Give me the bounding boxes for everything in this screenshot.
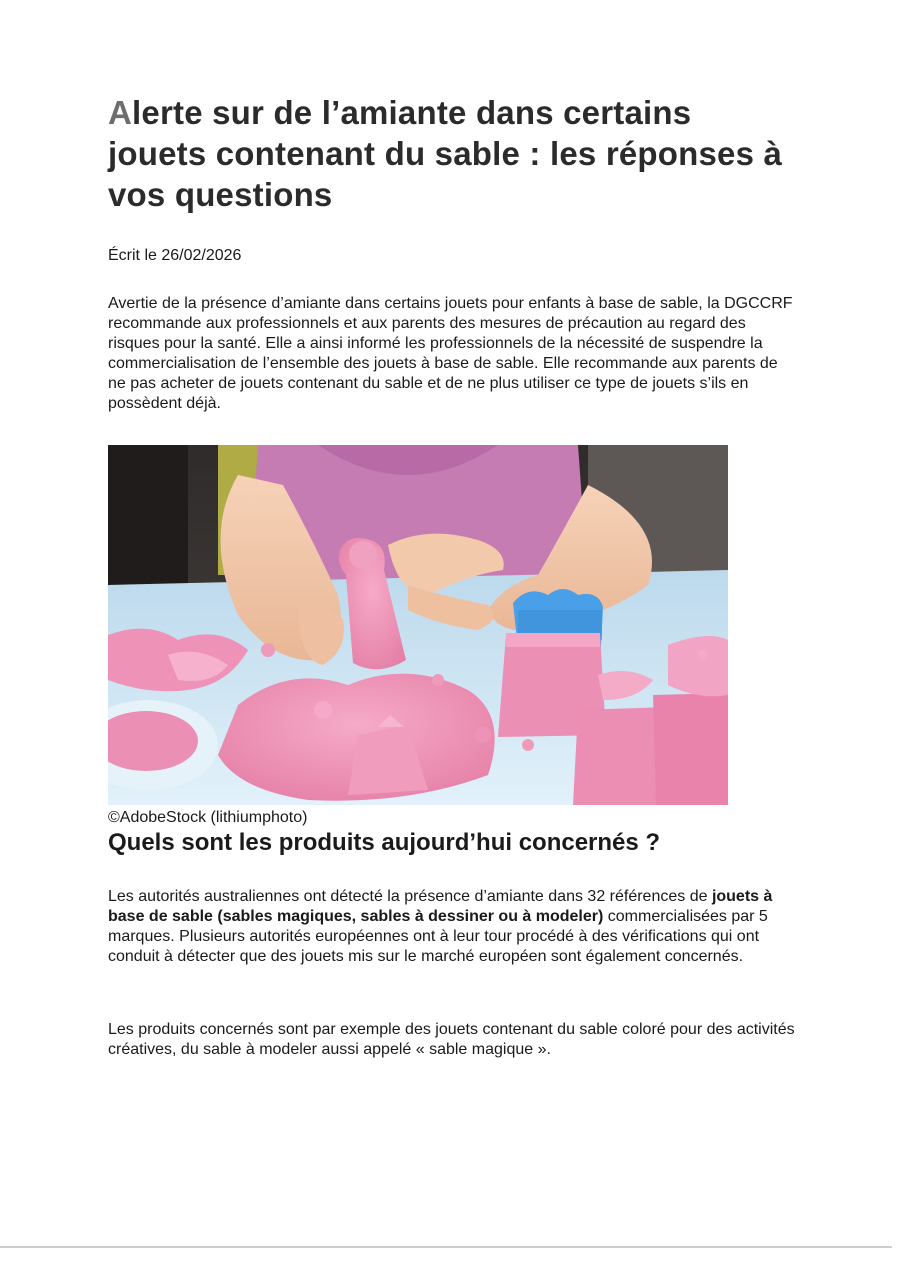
page-bottom-rule bbox=[0, 1246, 892, 1248]
intro-paragraph: Avertie de la présence d’amiante dans certains jouets pour enfants à base de sable, la DGCCRF recommande aux professionnels et aux parents des mesures de précaution au regard des risques pour la santé. Elle a ainsi informé les professionnels de la nécessité de suspendre la commercialisation de l’ensemble des jouets à base de sable. Elle recommande aux parents de ne pas acheter de jouets contenant du sable et de ne plus utiliser ce type de jouets s’ils en possèdent déjà. bbox=[108, 295, 793, 412]
image-credit: ©AdobeStock (lithiumphoto) bbox=[108, 809, 308, 826]
products-paragraph bbox=[108, 887, 798, 967]
products-bold-text: jouets à base de sable (sables magiques, sables à dessiner ou à modeler) bbox=[108, 888, 773, 925]
article-title bbox=[108, 92, 788, 215]
section-heading: Quels sont les produits aujourd’hui concernés ? bbox=[108, 829, 661, 856]
examples-paragraph: Les produits concernés sont par exemple des jouets contenant du sable coloré pour des activités créatives, du sable à modeler aussi appelé « sable magique ». bbox=[108, 1021, 795, 1058]
products-text-end: commercialisées par 5 marques. Plusieurs autorités européennes ont à leur tour procédé à des vérifications qui ont conduit à détecter que des jouets mis sur le marché européen sont également concernés. bbox=[108, 908, 768, 965]
title-first-letter: A bbox=[108, 94, 133, 131]
title-text: lerte sur de l’amiante dans certains jouets contenant du sable : les réponses à vos questions bbox=[108, 94, 783, 213]
article-byline: Écrit le 26/02/2026 bbox=[108, 247, 242, 264]
products-text-start: Les autorités australiennes ont détecté la présence d’amiante dans 32 références de bbox=[108, 888, 712, 905]
sand-toy-photo bbox=[108, 445, 728, 805]
